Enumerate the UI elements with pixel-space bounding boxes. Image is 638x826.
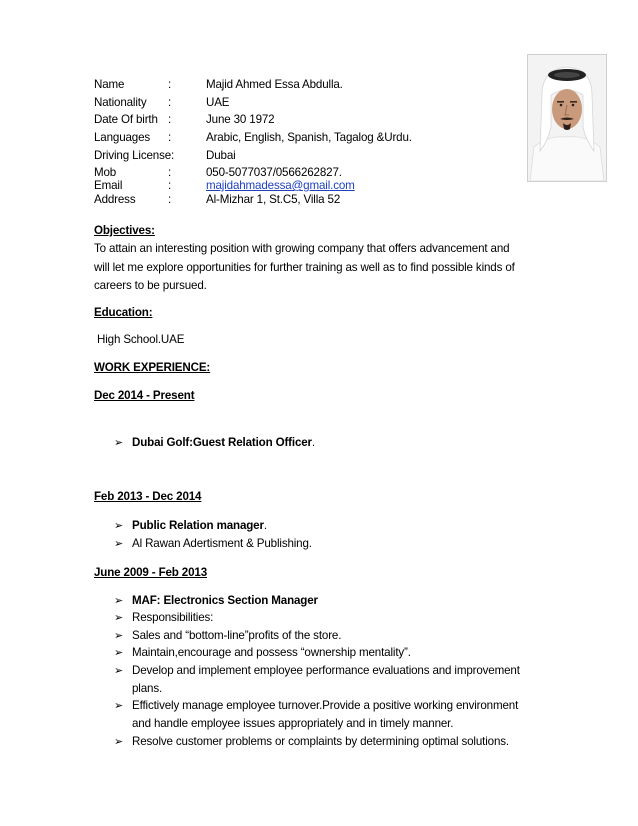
arrow-bullet-icon: ➢ [114,520,124,532]
value-languages: Arabic, English, Spanish, Tagalog &Urdu. [206,131,412,144]
education-text: High School.UAE [97,333,185,346]
sep: : [168,166,172,179]
list-item-continued: and handle employee issues appropriately and in timely manner. [132,717,454,730]
job-item: Al Rawan Adertisment & Publishing. [132,537,312,550]
value-name: Majid Ahmed Essa Abdulla. [206,78,343,91]
job-title: Public Relation manager [132,519,264,532]
value-driving-license: Dubai [206,149,236,162]
sep: : [168,96,172,109]
list-item: Develop and implement employee performance evaluations and improvement [132,664,520,677]
list-item-continued: plans. [132,682,163,695]
sep: : [168,78,172,91]
job-item [132,436,315,450]
arrow-bullet-icon: ➢ [114,437,124,449]
list-item: Maintain,encourage and possess “ownership mentality”. [132,646,411,659]
job-title-rest: . [263,519,267,532]
list-item: Sales and “bottom-line”profits of the store. [132,629,342,642]
label-name: Name [94,78,125,91]
list-item: Resolve customer problems or complaints by determining optimal solutions. [132,735,509,748]
label-mob: Mob [94,166,117,179]
period-june2009: June 2009 - Feb 2013 [94,566,207,579]
value-mob: 050-5077037/0566262827. [206,166,342,179]
label-languages: Languages [94,131,151,144]
label-email: Email [94,179,123,192]
label-dob: Date Of birth [94,113,158,126]
work-experience-heading: WORK EXPERIENCE: [94,361,211,374]
label-address: Address [94,193,136,206]
arrow-bullet-icon: ➢ [114,700,124,712]
job-title: MAF: Electronics Section Manager [132,594,318,607]
period-dec2014: Dec 2014 - Present [94,389,195,402]
objectives-line: will let me explore opportunities for further training as well as to find possible kinds of [94,261,515,274]
portrait-image [528,55,606,181]
list-item: Responsibilities: [132,611,214,624]
profile-photo [527,54,607,182]
period-feb2013: Feb 2013 - Dec 2014 [94,490,202,503]
email-link[interactable]: majidahmadessa@gmail.com [206,179,355,192]
sep: : [168,113,172,126]
sep: : [168,193,172,206]
arrow-bullet-icon: ➢ [114,538,124,550]
objectives-heading: Objectives: [94,224,155,237]
sep: : [168,131,172,144]
value-dob: June 30 1972 [206,113,275,126]
label-nationality: Nationality [94,96,147,109]
arrow-bullet-icon: ➢ [114,736,124,748]
arrow-bullet-icon: ➢ [114,595,124,607]
arrow-bullet-icon: ➢ [114,665,124,677]
arrow-bullet-icon: ➢ [114,647,124,659]
objectives-line: careers to be pursued. [94,279,207,292]
job-item [132,519,267,533]
job-title-rest: . [311,436,315,449]
sep: : [168,179,172,192]
job-title: Dubai Golf:Guest Relation Officer [132,436,312,449]
objectives-line: To attain an interesting position with growing company that offers advancement and [94,242,510,255]
arrow-bullet-icon: ➢ [114,612,124,624]
education-heading: Education: [94,306,153,319]
list-item: Effictively manage employee turnover.Provide a positive working environment [132,699,519,712]
label-driving-license: Driving License: [94,149,175,162]
arrow-bullet-icon: ➢ [114,630,124,642]
value-address: Al-Mizhar 1, St.C5, Villa 52 [206,193,341,206]
value-nationality: UAE [206,96,230,109]
